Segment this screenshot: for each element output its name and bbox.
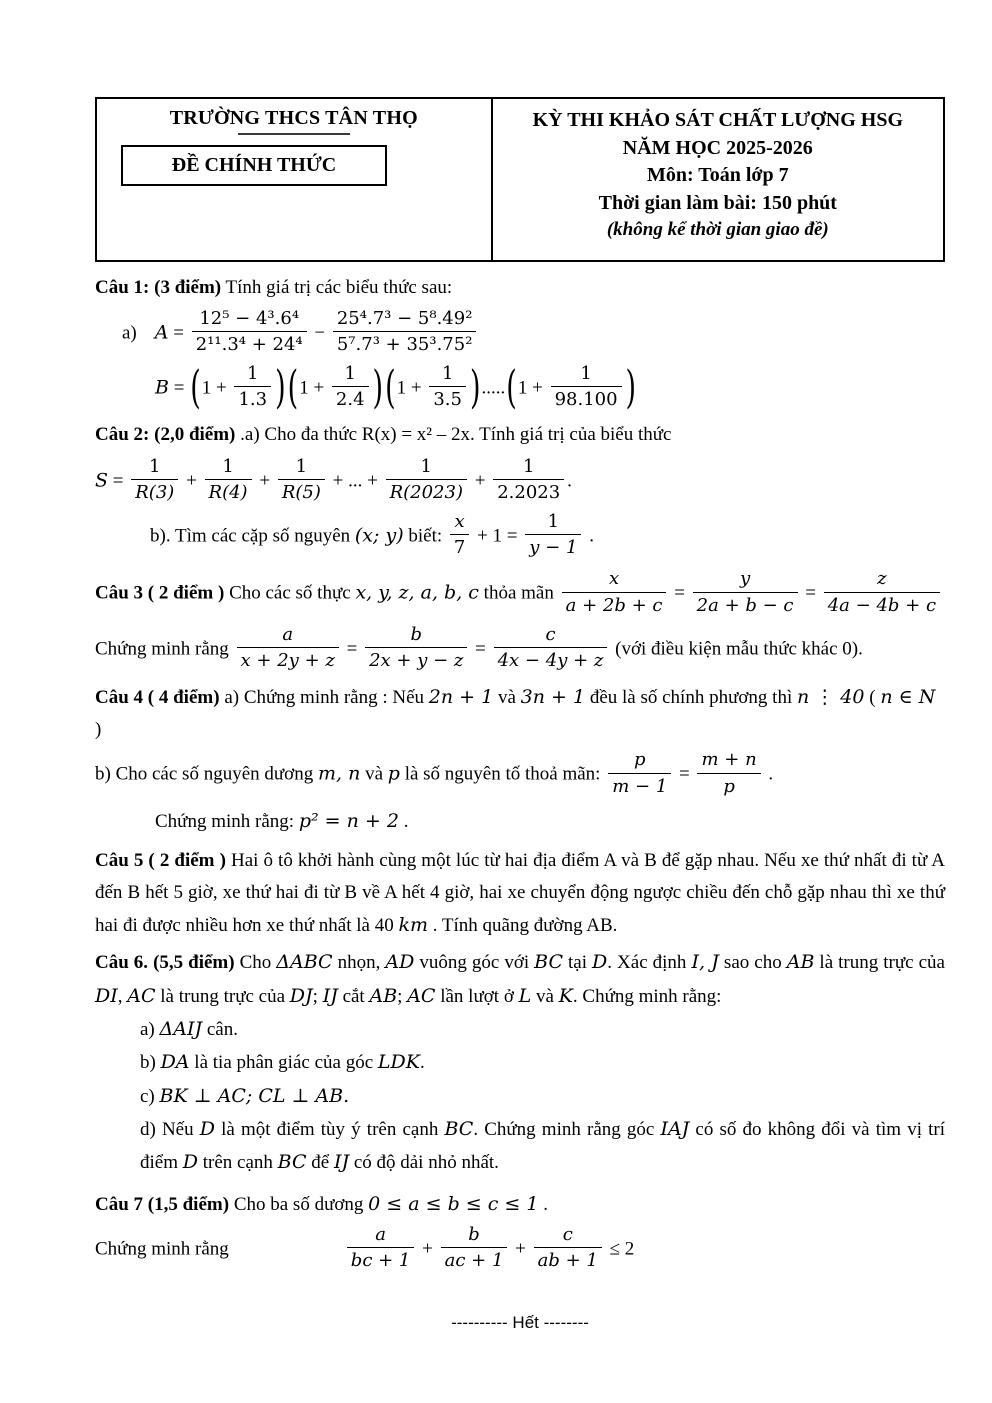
q7-proof-line	[95, 1225, 945, 1275]
fraction-numerator: y	[693, 567, 798, 592]
q3-line-2	[95, 625, 945, 675]
text-run: 1 +	[299, 376, 329, 398]
text-run: biết:	[403, 524, 447, 546]
math-text: p	[387, 762, 400, 785]
text-run: ≤ 2	[604, 1238, 635, 1260]
text-run: Chứng minh rằng	[95, 638, 234, 660]
text-run: =	[168, 322, 189, 344]
text-run: ;	[312, 985, 323, 1007]
fraction-numerator: 1	[551, 362, 622, 387]
text-run: .....	[481, 376, 506, 398]
q1-expression-a	[95, 309, 945, 359]
text-run: + 1 =	[472, 524, 523, 546]
text-run: là số nguyên tố thoả mãn:	[399, 763, 606, 785]
text-run: 1 +	[201, 376, 232, 398]
math-fraction	[332, 362, 369, 412]
text-run: Tính giá trị các biểu thức sau:	[221, 276, 453, 298]
math-fraction	[278, 455, 325, 505]
big-paren: )	[470, 362, 481, 415]
q1-heading	[95, 272, 945, 304]
text-run: +	[181, 470, 202, 491]
fraction-numerator: 1	[205, 455, 252, 480]
text-run: và	[531, 985, 559, 1007]
math-text: B	[155, 375, 169, 398]
header-left-cell	[96, 98, 492, 261]
math-fraction	[237, 623, 339, 673]
math-fraction	[824, 567, 940, 617]
fraction-denominator: 4x − 4y + z	[497, 650, 604, 672]
text-run: Chứng minh rằng:	[155, 811, 299, 833]
exam-note: (không kể thời gian giao đề)	[606, 219, 829, 241]
fraction-numerator: 1	[429, 362, 466, 387]
fraction-numerator: x	[450, 510, 469, 535]
math-fraction	[347, 1223, 415, 1273]
fraction-numerator: 25⁴.7³ − 5⁸.49²	[333, 307, 477, 332]
math-fraction	[192, 307, 307, 357]
text-run: có số đo không đổi và tìm vị trí điểm	[140, 1118, 945, 1174]
fraction-numerator: 1	[525, 510, 581, 535]
math-fraction	[365, 623, 467, 673]
fraction-denominator: 7	[453, 536, 466, 558]
q7-heading	[95, 1188, 945, 1221]
math-text: LDK	[377, 1051, 420, 1074]
text-run: =	[108, 470, 129, 491]
text-run: là tia phân giác của góc	[189, 1052, 378, 1074]
text-run: ;	[397, 985, 408, 1007]
text-run: b). Tìm các cặp số nguyên	[150, 524, 355, 546]
fraction-denominator: 5⁷.7³ + 35³.75²	[336, 334, 473, 356]
header-right-cell	[492, 98, 944, 261]
q5-paragraph	[95, 845, 945, 943]
big-paren: (	[190, 362, 201, 415]
math-fraction	[429, 362, 466, 412]
q6-item-c	[95, 1080, 945, 1113]
fraction-numerator: m + n	[697, 748, 760, 773]
bold-label: Câu 7 (1,5 điểm)	[95, 1193, 230, 1215]
fraction-numerator: 1	[234, 362, 271, 387]
text-run: .	[538, 1193, 548, 1215]
fraction-denominator: ac + 1	[444, 1250, 504, 1272]
text-run: =	[674, 763, 695, 785]
fraction-numerator: x	[562, 567, 667, 592]
math-text: n ⋮ 40	[796, 685, 865, 708]
text-run: =	[669, 582, 690, 604]
text-run: =	[168, 376, 190, 398]
math-text: p² = n + 2	[298, 810, 399, 833]
exam-year: NĂM HỌC 2025-2026	[622, 136, 813, 159]
math-fraction	[386, 455, 467, 505]
text-run: =	[800, 582, 821, 604]
fraction-denominator: 4a − 4b + c	[827, 594, 937, 616]
big-paren: )	[275, 362, 286, 415]
text-run: )	[95, 719, 102, 741]
math-text: n ∈ N	[880, 685, 936, 708]
text-run: là trung trực của	[814, 952, 945, 974]
math-text: S	[95, 469, 109, 491]
q2-heading	[95, 419, 945, 451]
fraction-numerator: 1	[386, 455, 467, 480]
math-fraction	[494, 623, 608, 673]
text-run: .	[419, 1052, 425, 1074]
official-exam-box: ĐỀ CHÍNH THỨC	[121, 145, 387, 186]
text-run: −	[309, 322, 330, 344]
text-run: có độ dải nhỏ nhất.	[349, 1152, 499, 1174]
fraction-numerator: z	[824, 567, 940, 592]
text-run: Cho	[234, 952, 277, 974]
math-text: A	[154, 321, 169, 344]
bold-label: Câu 4 ( 4 điểm)	[95, 686, 220, 708]
text-run: a)	[122, 322, 137, 344]
fraction-denominator: 2x + y − z	[369, 650, 464, 672]
school-name: TRƯỜNG THCS TÂN THỌ	[169, 107, 418, 129]
text-run: và	[360, 763, 388, 785]
fraction-denominator: 2a + b − c	[696, 594, 794, 616]
exam-title: KỲ THI KHẢO SÁT CHẤT LƯỢNG HSG	[532, 109, 904, 131]
fraction-numerator: 1	[278, 455, 325, 480]
fraction-denominator: 2¹¹.3⁴ + 24⁴	[195, 334, 303, 356]
fraction-denominator: R(3)	[135, 482, 175, 504]
q4-item-b	[95, 750, 945, 800]
text-run: nhọn,	[332, 952, 386, 974]
text-run: .a) Cho đa thức R(x) = x² – 2x. Tính giá trị của biểu thức	[235, 424, 672, 446]
math-text: DI	[95, 984, 118, 1007]
math-fraction	[551, 362, 622, 412]
math-text: BK ⊥ AC; CL ⊥ AB.	[159, 1084, 350, 1107]
text-run: Hai ô tô khởi hành cùng một lúc từ hai địa điểm A và B để gặp nhau. Nếu xe thứ nhất đi từ A đến B hết 5 giờ, xe thứ hai đi từ B về A hết 4 giờ, hai xe chuyển động ngược chiều đến chỗ gặp nhau thì xe thứ hai đi được nhiều hơn xe thứ nhất là 40	[95, 849, 945, 937]
math-text: K	[558, 984, 573, 1007]
fraction-denominator: ab + 1	[537, 1250, 598, 1272]
text-run: =	[341, 638, 363, 660]
q3-line-1	[95, 569, 945, 619]
math-fraction	[562, 567, 667, 617]
q6-item-a	[95, 1013, 945, 1046]
math-fraction	[205, 455, 252, 505]
math-text: ΔAIJ	[159, 1018, 203, 1041]
fraction-denominator: p	[723, 775, 735, 797]
text-run: Chứng minh rằng	[95, 1238, 229, 1260]
math-text: IJ	[333, 1151, 350, 1174]
text-run: cân.	[202, 1019, 238, 1041]
math-fraction	[441, 1223, 508, 1273]
math-text: m, n	[317, 762, 361, 785]
math-fraction	[693, 567, 798, 617]
math-fraction	[493, 455, 564, 505]
fraction-numerator: 12⁵ − 4³.6⁴	[192, 307, 307, 332]
math-text: BC	[277, 1151, 307, 1174]
fraction-denominator: 1.3	[238, 389, 268, 411]
text-run: d) Nếu	[140, 1118, 200, 1140]
text-run: + ... +	[327, 470, 383, 491]
text-run: .	[398, 811, 409, 833]
text-run: +	[254, 470, 275, 491]
text-run: 1 +	[517, 376, 548, 398]
text-run: . Chứng minh rằng:	[572, 985, 722, 1007]
exam-subject: Môn: Toán lớp 7	[646, 164, 789, 187]
text-run: sao cho	[718, 952, 787, 974]
text-run: b) Cho các số nguyên dương	[95, 763, 318, 785]
math-text: 2n + 1	[428, 685, 494, 708]
math-text: AD	[385, 951, 415, 974]
q2-expression-s	[95, 457, 945, 507]
q6-heading	[95, 946, 945, 1013]
text-run: c)	[140, 1085, 160, 1107]
text-run: =	[470, 638, 491, 660]
bold-label: Câu 2: (2,0 điểm)	[95, 424, 236, 446]
bold-label: Câu 1: (3 điểm)	[95, 276, 222, 298]
fraction-numerator: c	[494, 623, 608, 648]
math-fraction	[534, 1223, 602, 1273]
text-run: +	[510, 1238, 531, 1260]
text-run: .	[567, 470, 572, 491]
text-run: ,	[117, 985, 128, 1007]
text-run: +	[469, 470, 491, 491]
math-text: D	[199, 1117, 215, 1140]
fraction-denominator: 2.4	[335, 389, 365, 411]
math-text: 0 ≤ a ≤ b ≤ c ≤ 1	[368, 1192, 539, 1215]
text-run: thỏa mãn	[478, 582, 559, 604]
math-text: AB	[369, 984, 398, 1007]
text-run: .	[584, 524, 594, 546]
fraction-numerator: b	[365, 623, 467, 648]
text-run: Cho ba số dương	[229, 1193, 369, 1215]
text-run: (với điều kiện mẫu thức khác 0).	[610, 638, 863, 660]
fraction-denominator: R(5)	[281, 482, 321, 504]
fraction-denominator: 98.100	[554, 389, 618, 411]
math-text: 3n + 1	[520, 685, 586, 708]
q4-conclusion	[95, 805, 945, 838]
math-text: (x; y)	[354, 523, 404, 546]
q4-item-a	[95, 681, 945, 747]
q2-item-b	[95, 512, 945, 562]
fraction-denominator: m − 1	[612, 775, 668, 797]
fraction-numerator: c	[534, 1223, 602, 1248]
text-run: lần lượt ở	[435, 985, 519, 1007]
math-fraction	[234, 362, 271, 412]
text-run: (	[864, 686, 881, 708]
big-paren: (	[506, 362, 517, 415]
fraction-numerator: p	[608, 748, 671, 773]
fraction-numerator: 1	[332, 362, 369, 387]
fraction-numerator: a	[237, 623, 339, 648]
fraction-denominator: x + 2y + z	[240, 650, 335, 672]
math-text: L	[518, 984, 532, 1007]
big-paren: (	[385, 362, 396, 415]
math-text: DJ	[289, 984, 313, 1007]
fraction-denominator: bc + 1	[350, 1250, 411, 1272]
text-run: vuông góc với	[414, 952, 535, 974]
footer-end-mark: ---------- Hết --------	[451, 1312, 589, 1332]
bold-label: Câu 3 ( 2 điểm )	[95, 582, 225, 604]
math-text: AB	[786, 951, 815, 974]
text-run: +	[417, 1238, 438, 1260]
text-run: . Tính quãng đường AB.	[428, 915, 618, 937]
text-run: đều là số chính phương thì	[585, 686, 797, 708]
math-text: BC	[444, 1117, 474, 1140]
math-text: IJ	[322, 984, 338, 1007]
text-run: để	[306, 1152, 334, 1174]
math-text: D	[182, 1151, 198, 1174]
text-run: .	[763, 763, 774, 785]
text-run: là trung trực của	[155, 985, 290, 1007]
text-run: tại	[563, 952, 593, 974]
q6-item-d	[95, 1113, 945, 1180]
math-text: D	[592, 951, 608, 974]
text-run: là một điểm tùy ý trên cạnh	[214, 1118, 445, 1140]
math-text: km	[398, 914, 428, 937]
math-text: BC	[534, 951, 564, 974]
fraction-denominator: 2.2023	[497, 482, 561, 504]
big-paren: (	[287, 362, 299, 415]
math-fraction	[525, 510, 581, 560]
exam-duration: Thời gian làm bài: 150 phút	[598, 191, 837, 214]
math-text: DA	[160, 1051, 190, 1074]
math-text: x, y, z, a, b, c	[355, 581, 479, 604]
text-run: b)	[140, 1052, 161, 1074]
fraction-denominator: a + 2b + c	[565, 594, 663, 616]
math-fraction	[333, 307, 477, 357]
text-run: . Xác định	[607, 952, 692, 974]
text-run: a) Chứng minh rằng : Nếu	[219, 686, 429, 708]
big-paren: )	[372, 362, 384, 415]
math-text: ΔABC	[276, 951, 333, 974]
math-text: I, J	[691, 951, 719, 974]
math-text: AC	[127, 984, 156, 1007]
math-fraction	[131, 455, 178, 505]
math-fraction	[450, 510, 469, 560]
fraction-denominator: 3.5	[433, 389, 462, 411]
fraction-denominator: R(4)	[208, 482, 248, 504]
text-run: trên cạnh	[197, 1152, 278, 1174]
text-run: Cho các số thực	[224, 582, 356, 604]
math-fraction	[608, 748, 671, 798]
fraction-denominator: y − 1	[529, 536, 578, 558]
text-run: a)	[140, 1019, 160, 1041]
header-table	[95, 97, 945, 262]
text-run: và	[493, 686, 521, 708]
bold-label: Câu 6. (5,5 điểm)	[95, 952, 235, 974]
fraction-numerator: b	[441, 1223, 508, 1248]
text-run: 1 +	[396, 376, 427, 398]
big-paren: )	[625, 362, 637, 415]
math-text: IAJ	[660, 1117, 690, 1140]
fraction-numerator: 1	[493, 455, 564, 480]
bold-label: Câu 5 ( 2 điểm )	[95, 849, 226, 871]
text-run: cắt	[337, 985, 370, 1007]
fraction-denominator: R(2023)	[389, 482, 463, 504]
q1-expression-b	[95, 364, 945, 414]
school-underline	[238, 133, 350, 135]
text-run: . Chứng minh rằng góc	[473, 1118, 661, 1140]
math-text: AC	[407, 984, 436, 1007]
fraction-numerator: 1	[131, 455, 178, 480]
fraction-numerator: a	[347, 1223, 415, 1248]
q6-item-b	[95, 1046, 945, 1079]
math-fraction	[697, 748, 760, 798]
